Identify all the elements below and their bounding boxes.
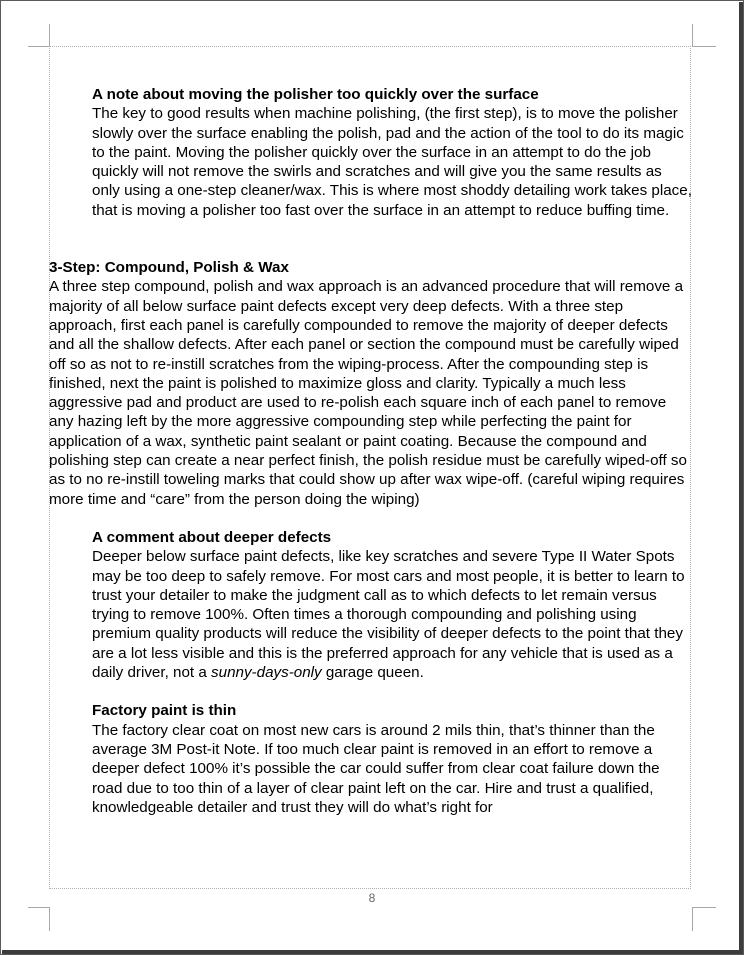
document-body [49, 85, 693, 817]
comment-body [92, 547, 693, 682]
note-block [92, 85, 693, 220]
crop-guide-tr-h [692, 46, 716, 47]
note-heading: A note about moving the polisher too quickly over the surface [92, 86, 539, 103]
crop-guide-br-v [692, 907, 693, 931]
factory-heading: Factory paint is thin [92, 702, 237, 720]
comment-body-italic: sunny-days-only [211, 664, 322, 682]
comment-block [92, 528, 693, 682]
note-body: The key to good results when machine polishing, (the first step), is to move the polisher slowly over the surface enabling the polish, pad and the action of the tool to do its magic to the paint. Moving the polisher quickly over the surface in an attempt to do the job quickly will not remove the swirls and scratches and will give you the same results as only using a one-step cleaner/wax. This is where most shoddy detailing work takes place, that is moving a polisher too fast over the surface in an attempt to reduce buffing time. [92, 105, 692, 219]
page-number: 8 [368, 891, 376, 905]
page-shadow-bottom [2, 950, 743, 954]
crop-guide-tr-v [692, 24, 693, 46]
crop-guide-br-h [692, 907, 716, 908]
factory-block [92, 701, 693, 817]
section-heading: 3-Step: Compound, Polish & Wax [49, 259, 289, 277]
section-block [49, 258, 693, 509]
section-body: A three step compound, polish and wax approach is an advanced procedure that will remove a majority of all below surface paint defects except very deep defects. With a three step approach, first each panel is carefully compounded to remove the majority of deeper defects and all the shallow defects. After each panel or section the compound must be carefully wiped off so as not to re-instill scratches from the wiping-process. After the compounding step is finished, next the paint is polished to maximize gloss and clarity. Typically a much less aggressive pad and product are used to re-polish each square inch of each panel to remove any hazing left by the more aggressive compounding step while perfecting the paint for application of a wax, synthetic paint sealant or paint coating. Because the compound and polishing step can create a near perfect finish, the polish residue must be carefully wiped-off so as to no re-instill toweling marks that could show up after wax wipe-off. (careful wiping requires more time and “care” from the person doing the wiping) [49, 278, 687, 508]
crop-guide-tl-h [28, 46, 49, 47]
crop-guide-bl-h [28, 907, 49, 908]
factory-body: The factory clear coat on most new cars is around 2 mils thin, that’s thinner than the average 3M Post-it Note. If too much clear paint is removed in an effort to remove a deeper defect 100% it’s possible the car could suffer from clear coat failure down the road due to too thin of a layer of clear paint left on the car. Hire and trust a qualified, knowledgeable detailer and trust they will do what’s right for [92, 721, 660, 816]
page-shadow-right [739, 2, 743, 954]
crop-guide-bl-v [49, 907, 50, 931]
comment-body-start: Deeper below surface paint defects, like key scratches and severe Type II Water Spots may be too deep to safely remove. For most cars and most people, it is better to learn to trust your detailer to make the judgment call as to which defects to let remain versus trying to remove 100%. Often times a thorough compounding and polishing using premium quality products will reduce the visibility of deeper defects to the point that they are a lot less visible and this is the preferred approach for any vehicle that is used as a daily driver, not a [92, 548, 685, 682]
comment-body-end: garage queen. [321, 664, 424, 682]
crop-guide-tl-v [49, 24, 50, 46]
comment-heading: A comment about deeper defects [92, 528, 332, 546]
